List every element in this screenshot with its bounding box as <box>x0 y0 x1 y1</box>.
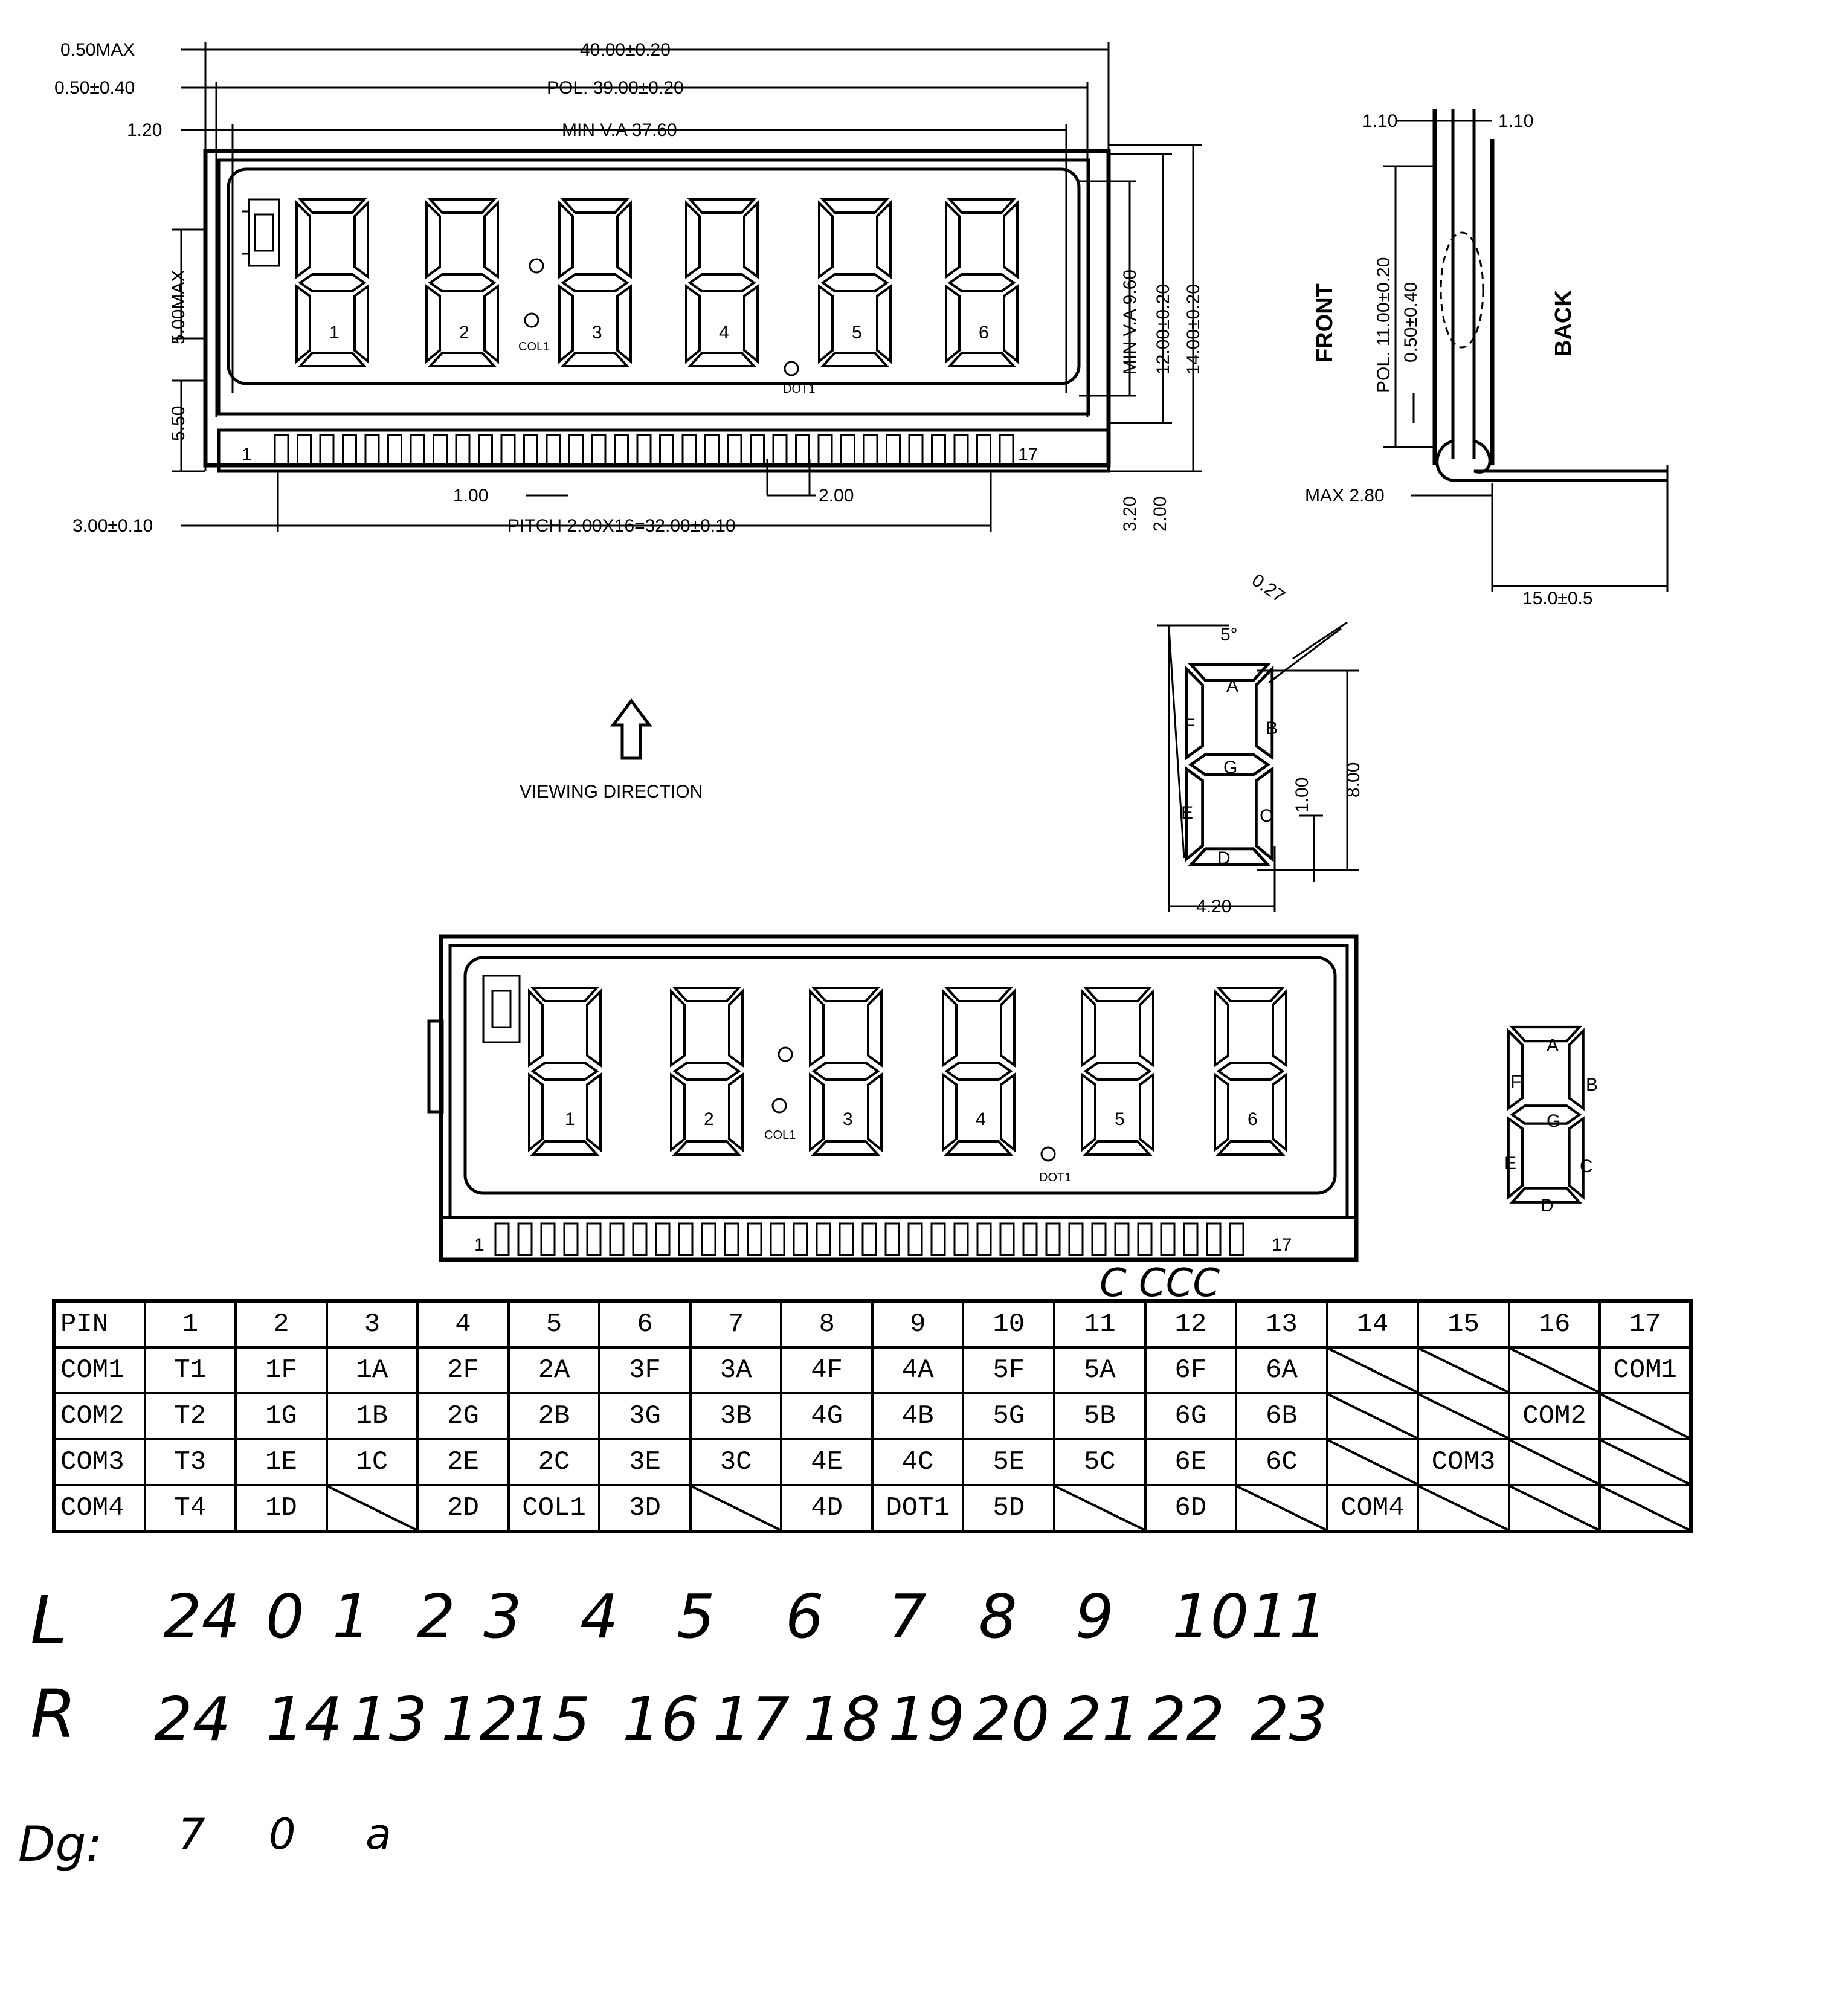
row-d-label: Dg: <box>18 1816 103 1872</box>
pin <box>298 435 311 466</box>
pin <box>977 435 991 466</box>
digit-label-2: 2 <box>459 323 469 343</box>
table-cell: 6F <box>1145 1347 1237 1393</box>
table-cell: 3B <box>691 1393 782 1439</box>
pin <box>794 1223 807 1255</box>
row_l-value: 10 <box>1172 1581 1249 1652</box>
pin <box>840 1223 853 1255</box>
bottom-digit-label-5: 5 <box>1115 1109 1125 1129</box>
dim-va-height: MIN V.A 9.60 <box>1120 269 1140 375</box>
table-row <box>54 1347 1691 1393</box>
pin <box>702 1223 715 1255</box>
dim-200-right: 2.00 <box>1150 496 1170 532</box>
pin <box>771 1223 784 1255</box>
pin <box>1115 1223 1128 1255</box>
table-cell: COM1 <box>54 1347 145 1393</box>
pin <box>541 1223 555 1255</box>
table-cell: DOT1 <box>872 1485 964 1532</box>
row_r-value: 22 <box>1148 1684 1225 1755</box>
small-seg-a: A <box>1547 1036 1559 1056</box>
bottom-digit-label-1: 1 <box>565 1109 575 1129</box>
row_r-value: 12 <box>441 1684 518 1755</box>
pin <box>501 435 515 466</box>
row_r-value: 19 <box>888 1684 965 1755</box>
table-cell: COL1 <box>509 1485 600 1532</box>
pin <box>909 1223 922 1255</box>
table-cell <box>1327 1439 1418 1485</box>
row_l-value: 1 <box>332 1581 371 1652</box>
table-row <box>54 1485 1691 1532</box>
pin <box>610 1223 623 1255</box>
pin <box>977 1223 991 1255</box>
table-cell: COM2 <box>1509 1393 1600 1439</box>
pin <box>886 1223 899 1255</box>
table-cell: 3D <box>599 1485 691 1532</box>
pin <box>275 435 288 466</box>
pin <box>725 1223 738 1255</box>
table-cell: COM1 <box>1600 1347 1691 1393</box>
table-cell: 4C <box>872 1439 964 1485</box>
table-cell: 6C <box>1236 1439 1327 1485</box>
table-cell: 2D <box>417 1485 509 1532</box>
table-cell: 6G <box>1145 1393 1237 1439</box>
bottom-pin-first: 1 <box>474 1235 485 1255</box>
table-cell: 2G <box>417 1393 509 1439</box>
pin <box>1207 1223 1220 1255</box>
table-cell <box>1327 1393 1418 1439</box>
table-cell: 5B <box>1054 1393 1145 1439</box>
seg-a: A <box>1226 676 1239 696</box>
table-cell: 2E <box>417 1439 509 1485</box>
table-cell: 5G <box>963 1393 1054 1439</box>
row_r-value: 18 <box>803 1684 881 1755</box>
pin <box>564 1223 578 1255</box>
small-seg-e: E <box>1504 1153 1517 1173</box>
back-label: BACK <box>1551 290 1576 356</box>
table-cell: 2A <box>509 1347 600 1393</box>
table-cell: COM3 <box>1418 1439 1509 1485</box>
pin <box>932 435 945 466</box>
pin <box>592 435 605 466</box>
table-header-cell: 16 <box>1509 1301 1600 1347</box>
pin <box>637 435 651 466</box>
bottom-digit-6 <box>1215 988 1286 1155</box>
pin <box>615 435 628 466</box>
bottom-digit-5 <box>1082 988 1153 1155</box>
pin <box>864 435 877 466</box>
table-header-cell: 5 <box>509 1301 600 1347</box>
table-cell: 5A <box>1054 1347 1145 1393</box>
pin <box>547 435 560 466</box>
pin <box>456 435 469 466</box>
row_l-value: 7 <box>888 1581 927 1652</box>
pin <box>660 435 674 466</box>
pin-assignment-table <box>52 1299 1693 1533</box>
pin-last-label: 17 <box>1018 445 1038 465</box>
table-cell <box>691 1485 782 1532</box>
table-header-cell: 6 <box>599 1301 691 1347</box>
table-header-cell: 13 <box>1236 1301 1327 1347</box>
table-cell: 1C <box>327 1439 418 1485</box>
pin <box>863 1223 876 1255</box>
dim-120: 1.20 <box>127 120 163 140</box>
seg-d: D <box>1217 848 1231 868</box>
table-header-cell: 2 <box>236 1301 327 1347</box>
table-header-cell: 1 <box>145 1301 236 1347</box>
pin <box>411 435 424 466</box>
table-cell <box>1509 1485 1600 1532</box>
table-row <box>54 1439 1691 1485</box>
pin <box>1161 1223 1174 1255</box>
top-view <box>54 40 1203 536</box>
table-cell: 3E <box>599 1439 691 1485</box>
pin <box>524 435 538 466</box>
pin <box>1138 1223 1151 1255</box>
viewing-direction-label: VIEWING DIRECTION <box>520 782 703 802</box>
table-cell: 6E <box>1145 1439 1237 1485</box>
pin <box>365 435 379 466</box>
col-dot-upper <box>530 259 543 272</box>
pin <box>955 435 968 466</box>
bottom-digit-4 <box>943 988 1014 1155</box>
dim-300: 3.00±0.10 <box>72 516 153 536</box>
row_r-value: 15 <box>514 1684 591 1755</box>
pin <box>1000 435 1013 466</box>
table-cell: 3G <box>599 1393 691 1439</box>
small-seg-c: C <box>1580 1156 1593 1176</box>
table-header-cell: 3 <box>327 1301 418 1347</box>
bottom-col-label: COL1 <box>764 1129 796 1142</box>
table-cell: 6D <box>1145 1485 1237 1532</box>
pin <box>343 435 356 466</box>
pin <box>887 435 900 466</box>
dot-marker <box>785 362 798 375</box>
seg-dim-800: 8.00 <box>1344 762 1363 798</box>
table-cell: T3 <box>145 1439 236 1485</box>
bottom-pin-last: 17 <box>1272 1235 1292 1255</box>
seg-f: F <box>1184 715 1196 735</box>
pin <box>1230 1223 1243 1255</box>
table-row <box>54 1393 1691 1439</box>
dim-320: 3.20 <box>1120 496 1140 532</box>
pin <box>1092 1223 1106 1255</box>
row_r-value: 20 <box>973 1684 1050 1755</box>
dim-pol-width: POL. 39.00±0.20 <box>547 78 684 98</box>
table-header-cell: PIN <box>54 1301 145 1347</box>
pin <box>518 1223 532 1255</box>
table-cell <box>1418 1347 1509 1393</box>
table-header-row <box>54 1301 1691 1347</box>
table-cell: 1G <box>236 1393 327 1439</box>
pin <box>819 435 832 466</box>
pin <box>728 435 741 466</box>
col-label: COL1 <box>518 340 550 353</box>
viewing-direction <box>520 701 703 802</box>
seg-e: E <box>1181 803 1194 823</box>
side-dim-max: MAX 2.80 <box>1305 486 1385 506</box>
side-dim-pol: POL. 11.00±0.20 <box>1374 257 1394 393</box>
table-cell: COM2 <box>54 1393 145 1439</box>
seg-b: B <box>1266 718 1278 738</box>
table-header-cell: 9 <box>872 1301 964 1347</box>
seg-stroke: 0.27 <box>1248 570 1289 607</box>
pin <box>683 435 696 466</box>
table-cell: 4B <box>872 1393 964 1439</box>
table-cell: 1B <box>327 1393 418 1439</box>
table-cell: 5E <box>963 1439 1054 1485</box>
row_r-value: 23 <box>1251 1684 1328 1755</box>
table-cell: 1A <box>327 1347 418 1393</box>
table-cell: COM4 <box>54 1485 145 1532</box>
bottom-dot-label: DOT1 <box>1039 1171 1072 1184</box>
pin <box>495 1223 509 1255</box>
row_d-value: 7 <box>178 1810 205 1859</box>
table-cell: 2F <box>417 1347 509 1393</box>
row_l-value: 9 <box>1075 1581 1114 1652</box>
table-cell <box>1600 1393 1691 1439</box>
table-cell <box>1600 1485 1691 1532</box>
table-cell: T4 <box>145 1485 236 1532</box>
row-l-label: L <box>30 1582 68 1659</box>
bottom-digit-2 <box>671 988 742 1155</box>
small-seg-f: F <box>1510 1072 1522 1092</box>
table-cell: T1 <box>145 1347 236 1393</box>
pin <box>751 435 764 466</box>
dim-pitch: PITCH 2.00X16=32.00±0.10 <box>507 516 736 536</box>
pin <box>633 1223 646 1255</box>
dim-100: 1.00 <box>453 486 489 506</box>
row_l-value: 24 <box>163 1581 240 1652</box>
table-cell: 5F <box>963 1347 1054 1393</box>
dim-12-height: 12.00±0.20 <box>1153 284 1173 375</box>
pin <box>842 435 855 466</box>
table-header-cell: 11 <box>1054 1301 1145 1347</box>
table-cell: 3C <box>691 1439 782 1485</box>
dim-va-width: MIN V.A 37.60 <box>562 120 677 140</box>
digit-label-5: 5 <box>852 323 862 343</box>
handwritten-c-marks: C CCC <box>1099 1261 1220 1306</box>
pin <box>909 435 922 466</box>
seg-angle: 5° <box>1220 625 1238 645</box>
table-header-cell: 4 <box>417 1301 509 1347</box>
pin <box>320 435 333 466</box>
table-cell: 2B <box>509 1393 600 1439</box>
dim-050-040: 0.50±0.40 <box>54 78 135 98</box>
row_d-value: 0 <box>269 1810 296 1859</box>
bottom-digit-label-3: 3 <box>843 1109 853 1129</box>
row_d-value: a <box>365 1810 391 1859</box>
row_l-value: 2 <box>417 1581 456 1652</box>
table-header-cell: 8 <box>781 1301 872 1347</box>
row-r-label: R <box>30 1675 77 1753</box>
pin <box>1069 1223 1083 1255</box>
table-cell: 5D <box>963 1485 1054 1532</box>
table-header-cell: 7 <box>691 1301 782 1347</box>
row-d-values <box>178 1810 391 1859</box>
table-cell: 5C <box>1054 1439 1145 1485</box>
seg-dim-420: 4.20 <box>1196 897 1232 917</box>
pin <box>932 1223 945 1255</box>
table-cell <box>1418 1485 1509 1532</box>
digit-label-1: 1 <box>329 323 340 343</box>
pin <box>570 435 583 466</box>
pin <box>679 1223 692 1255</box>
table-cell: 4E <box>781 1439 872 1485</box>
dim-14-height: 14.00±0.20 <box>1183 284 1203 375</box>
row-r-values <box>154 1684 1327 1755</box>
table-header-cell: 10 <box>963 1301 1054 1347</box>
col-dot-lower <box>525 314 538 327</box>
bottom-view <box>429 936 1356 1260</box>
pin-first-label: 1 <box>242 445 252 465</box>
front-label: FRONT <box>1312 283 1338 363</box>
small-seg-b: B <box>1586 1075 1598 1095</box>
bottom-digit-label-6: 6 <box>1248 1109 1258 1129</box>
small-seg-g: G <box>1547 1111 1561 1131</box>
table-header-cell: 14 <box>1327 1301 1418 1347</box>
pin <box>955 1223 968 1255</box>
row_l-value: 11 <box>1251 1581 1328 1652</box>
handwritten-notes <box>18 1581 1327 1872</box>
pin-strip <box>275 435 1013 466</box>
table-cell: 6B <box>1236 1393 1327 1439</box>
table-cell: 6A <box>1236 1347 1327 1393</box>
table-cell <box>1509 1439 1600 1485</box>
pin <box>587 1223 600 1255</box>
table-cell: 1D <box>236 1485 327 1532</box>
row_r-value: 17 <box>713 1684 790 1755</box>
table-cell: 4F <box>781 1347 872 1393</box>
digit-label-3: 3 <box>592 323 602 343</box>
dim-500max: 5.00MAX <box>169 269 188 344</box>
side-dim-050: 0.50±0.40 <box>1401 282 1421 363</box>
pin <box>706 435 719 466</box>
table-cell: T2 <box>145 1393 236 1439</box>
bottom-digit-label-2: 2 <box>704 1109 714 1129</box>
dim-550: 5.50 <box>169 405 188 441</box>
digit-label-4: 4 <box>719 323 729 343</box>
pin <box>773 435 787 466</box>
table-cell: 1E <box>236 1439 327 1485</box>
table-cell <box>1418 1393 1509 1439</box>
table-cell: 3A <box>691 1347 782 1393</box>
table-cell: COM4 <box>1327 1485 1418 1532</box>
table-cell: 3F <box>599 1347 691 1393</box>
seg-c: C <box>1260 806 1273 826</box>
dim-overall-width: 40.00±0.20 <box>580 40 671 60</box>
table-cell: 4G <box>781 1393 872 1439</box>
row_l-value: 3 <box>483 1581 522 1652</box>
table-header-cell: 17 <box>1600 1301 1691 1347</box>
segment-detail <box>1157 570 1363 917</box>
row_r-value: 24 <box>154 1684 231 1755</box>
dot-label: DOT1 <box>783 382 816 396</box>
row-l-values <box>163 1581 1327 1652</box>
row_r-value: 14 <box>266 1684 343 1755</box>
table-header-cell: 12 <box>1145 1301 1237 1347</box>
pin <box>817 1223 830 1255</box>
bottom-pin-strip <box>495 1223 1243 1255</box>
table-cell <box>1600 1439 1691 1485</box>
up-arrow-icon <box>613 701 649 758</box>
table-cell: 1F <box>236 1347 327 1393</box>
bottom-digit-label-4: 4 <box>976 1109 986 1129</box>
table-cell <box>1054 1485 1145 1532</box>
table-cell: 4D <box>781 1485 872 1532</box>
pin <box>1023 1223 1037 1255</box>
side-dim-right: 1.10 <box>1498 111 1534 131</box>
dim-200: 2.00 <box>819 486 854 506</box>
small-segment <box>1504 1027 1598 1216</box>
row_l-value: 8 <box>979 1581 1017 1652</box>
row_l-value: 6 <box>785 1581 824 1652</box>
small-seg-d: D <box>1541 1196 1554 1216</box>
side-dim-length: 15.0±0.5 <box>1522 588 1593 608</box>
table-cell <box>1509 1347 1600 1393</box>
table-cell <box>1327 1347 1418 1393</box>
bottom-digit-3 <box>810 988 881 1155</box>
pin <box>1046 1223 1060 1255</box>
side-dim-left: 1.10 <box>1362 111 1398 131</box>
table-cell <box>327 1485 418 1532</box>
pin <box>388 435 402 466</box>
digit-label-6: 6 <box>979 323 989 343</box>
row_l-value: 5 <box>677 1581 715 1652</box>
row_r-value: 16 <box>622 1684 700 1755</box>
pin <box>796 435 810 466</box>
row_l-value: 4 <box>580 1581 619 1652</box>
row_l-value: 0 <box>266 1581 304 1652</box>
pin <box>748 1223 761 1255</box>
side-view <box>1305 109 1667 608</box>
pin <box>479 435 492 466</box>
pin <box>1184 1223 1197 1255</box>
pin <box>1000 1223 1014 1255</box>
seg-g: G <box>1223 758 1238 778</box>
row_r-value: 13 <box>350 1684 428 1755</box>
row_r-value: 21 <box>1063 1684 1141 1755</box>
table-cell: COM3 <box>54 1439 145 1485</box>
bottom-digit-1 <box>529 988 600 1155</box>
pin <box>434 435 447 466</box>
table-cell: 2C <box>509 1439 600 1485</box>
pin <box>656 1223 669 1255</box>
seg-dim-100: 1.00 <box>1292 777 1312 813</box>
table-cell: 4A <box>872 1347 964 1393</box>
table-header-cell: 15 <box>1418 1301 1509 1347</box>
dim-050max: 0.50MAX <box>60 40 135 60</box>
table-cell <box>1236 1485 1327 1532</box>
